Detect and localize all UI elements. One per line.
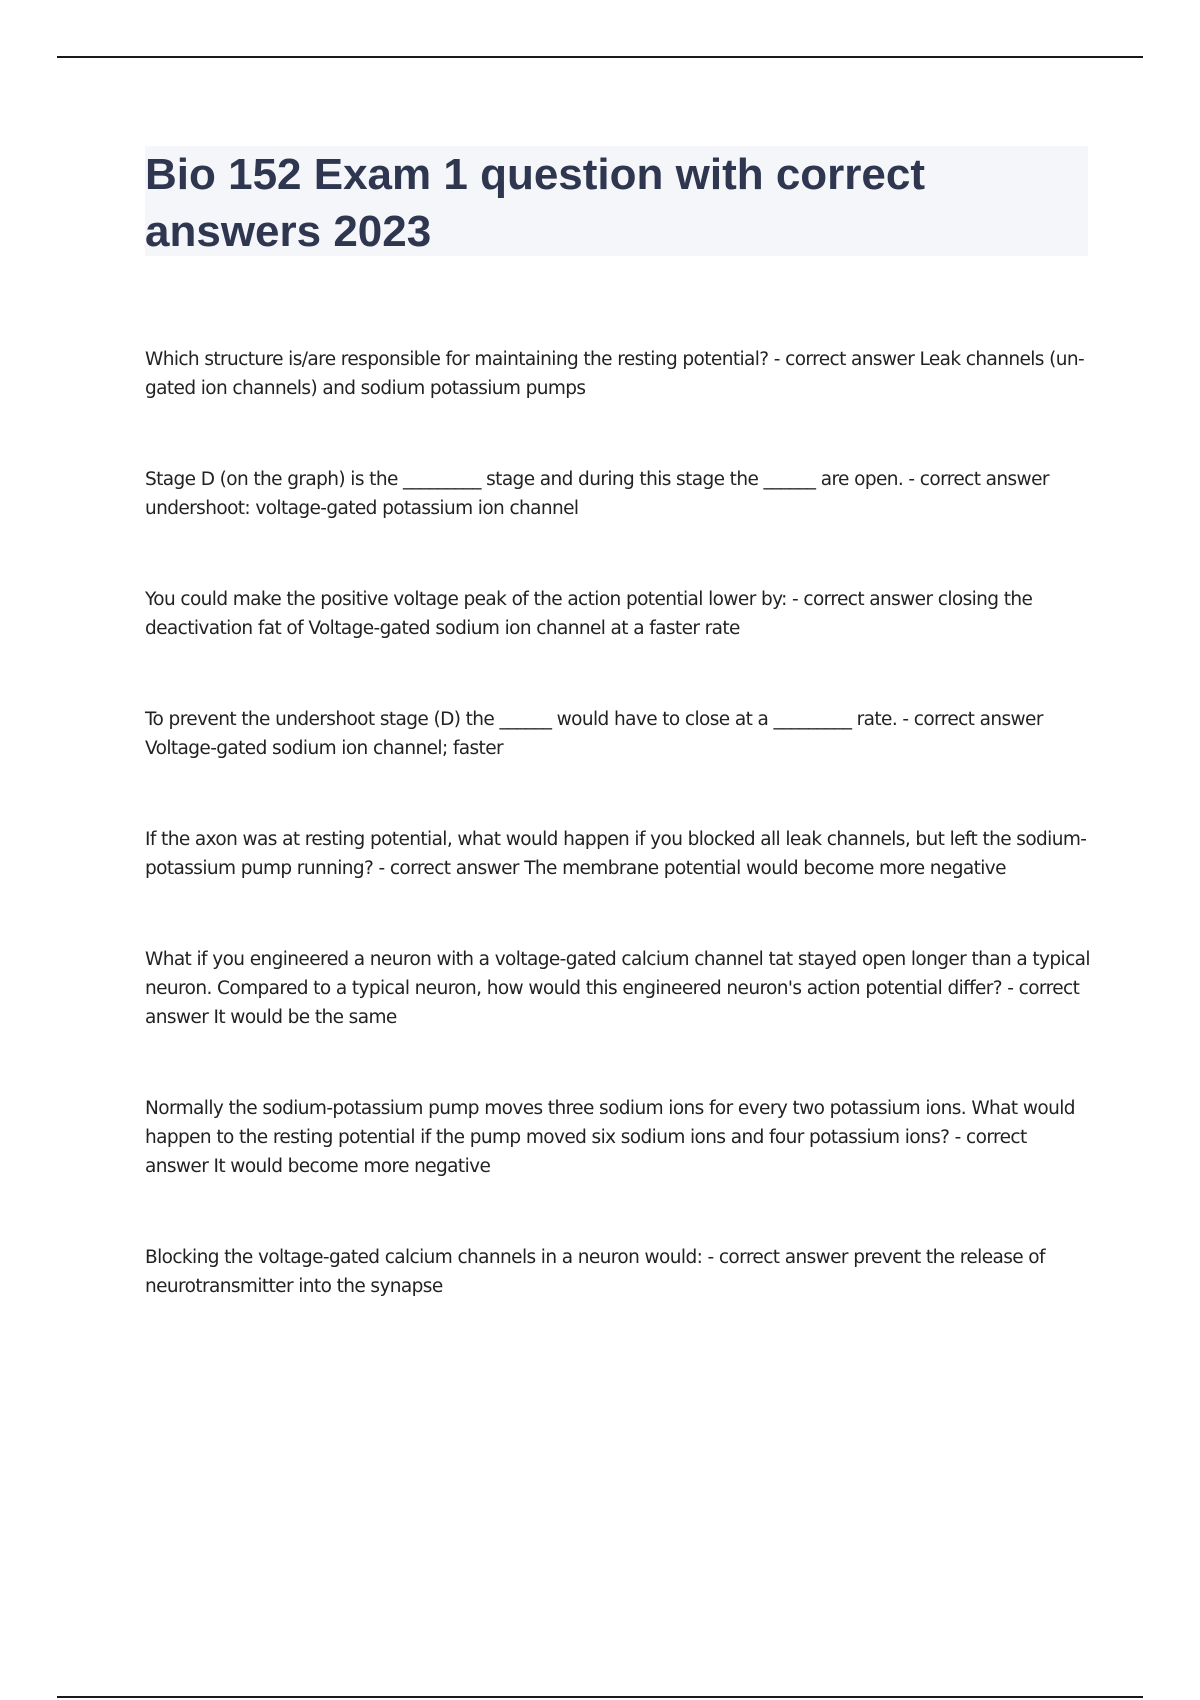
top-divider — [57, 56, 1143, 58]
bottom-divider — [57, 1696, 1143, 1698]
qa-item-7: Normally the sodium-potassium pump moves three sodium ions for every two potassium ions. What would happen to the resting potential if the pump moved six sodium ions and four potassium ions? - correct answer It would become more negative — [145, 1098, 1075, 1177]
qa-item-2: Stage D (on the graph) is the _________ stage and during this stage the ______ are open. - correct answer undershoot: voltage-gated potassium ion channel — [145, 469, 1049, 519]
qa-item-8: Blocking the voltage-gated calcium channels in a neuron would: - correct answer prevent the release of neurotransmitter into the synapse — [145, 1247, 1045, 1297]
page-title: Bio 152 Exam 1 question with correct answers 2023 — [145, 150, 926, 256]
qa-item-1: Which structure is/are responsible for maintaining the resting potential? - correct answer Leak channels (un-gated ion channels) and sodium potassium pumps — [145, 349, 1085, 399]
qa-item-6: What if you engineered a neuron with a voltage-gated calcium channel tat stayed open longer than a typical neuron. Compared to a typical neuron, how would this engineered neuron's action potential differ? - correct answer It would be the same — [145, 949, 1090, 1028]
question-answer-list — [145, 345, 1095, 1301]
qa-item-5: If the axon was at resting potential, what would happen if you blocked all leak channels, but left the sodium-potassium pump running? - correct answer The membrane potential would become more negative — [145, 829, 1087, 879]
title-banner — [145, 146, 1088, 256]
qa-item-4: To prevent the undershoot stage (D) the ______ would have to close at a _________ rate. - correct answer Voltage-gated sodium ion channel; faster — [145, 709, 1043, 759]
qa-item-3: You could make the positive voltage peak of the action potential lower by: - correct answer closing the deactivation fat of Voltage-gated sodium ion channel at a faster rate — [145, 589, 1033, 639]
